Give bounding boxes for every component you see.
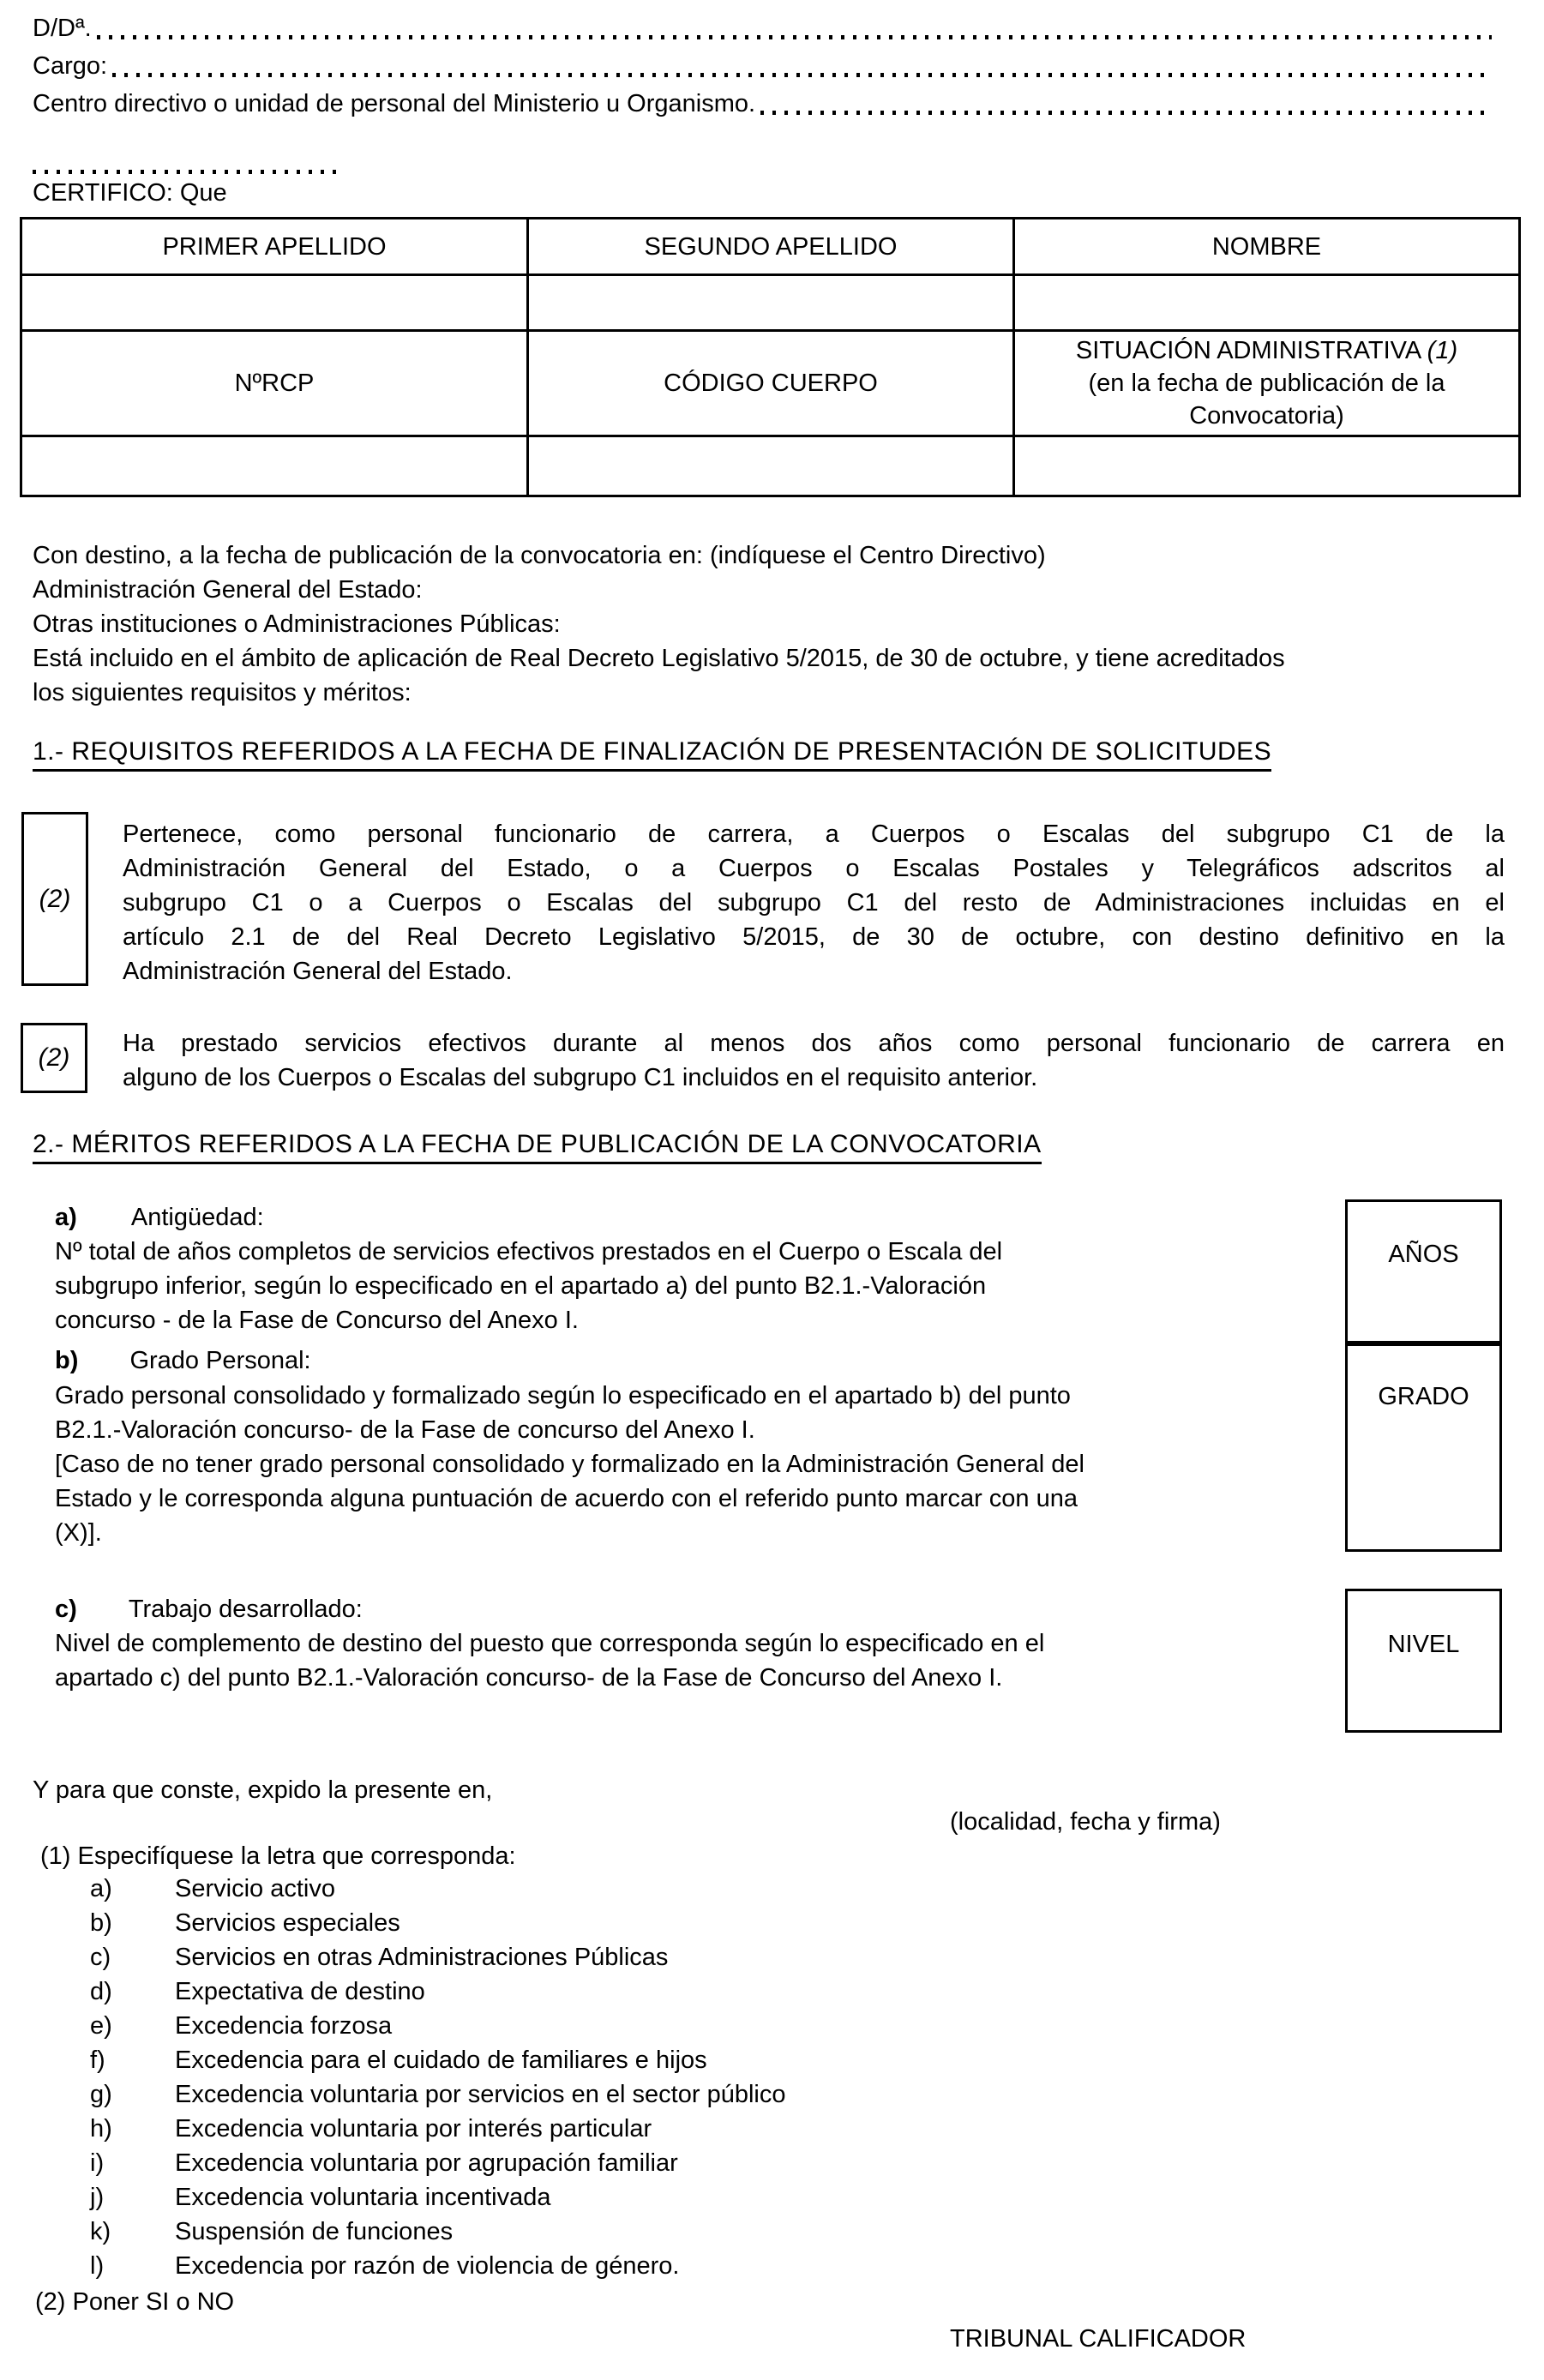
list-item	[90, 1974, 785, 2009]
list-item	[90, 1940, 785, 1974]
text-line: Nivel de complemento de destino del puesto que corresponda según lo especificado en el	[55, 1630, 1045, 1657]
list-item	[90, 1872, 785, 1906]
tribunal-calificador-heading: TRIBUNAL CALIFICADOR	[950, 2325, 1247, 2353]
personal-data-table	[20, 217, 1521, 497]
text-line: subgrupo C1 o a Cuerpos o Escalas del subgrupo C1 del resto de Administraciones incluidas en el	[123, 889, 1505, 917]
merit-b-text	[55, 1379, 1084, 1550]
list-item-letter: g)	[90, 2081, 112, 2108]
list-item-letter: j)	[90, 2184, 105, 2211]
dotted-leader	[33, 170, 339, 174]
dotted-leader	[760, 111, 1492, 115]
text-line: Pertenece, como personal funcionario de carrera, a Cuerpos o Escalas del subgrupo C1 de la	[123, 820, 1505, 848]
text-line: Está incluido en el ámbito de aplicación de Real Decreto Legislativo 5/2015, de 30 de octubre, y tiene acreditados	[33, 645, 1285, 672]
administrative-situations-list	[90, 1872, 785, 2283]
header-line-dda	[33, 11, 1492, 45]
anos-value-box	[1345, 1199, 1502, 1343]
list-item-text: Servicios en otras Administraciones Públicas	[175, 1944, 669, 1971]
cell-situacion-value	[1015, 437, 1518, 495]
cell-codigo-cuerpo-value	[529, 437, 1015, 495]
list-item	[90, 2043, 785, 2077]
merit-b-header	[55, 1343, 311, 1378]
section1-heading-wrap	[33, 737, 1271, 766]
merit-c-title: Trabajo desarrollado:	[128, 1596, 363, 1623]
th-nombre: NOMBRE	[1015, 219, 1518, 276]
merit-b-letter: b)	[55, 1347, 79, 1374]
merit-c-header	[55, 1592, 363, 1626]
text-line: (X)].	[55, 1519, 102, 1547]
th-segundo-apellido: SEGUNDO APELLIDO	[529, 219, 1015, 276]
cell-nrcp-value	[22, 437, 529, 495]
requirement2-marker: (2)	[38, 1043, 70, 1072]
text-line: alguno de los Cuerpos o Escalas del subgrupo C1 incluidos en el requisito anterior.	[123, 1064, 1038, 1091]
list-item-text: Excedencia forzosa	[175, 2012, 393, 2040]
list-item	[90, 2077, 785, 2112]
centro-directivo-label: Centro directivo o unidad de personal del Ministerio u Organismo.	[33, 90, 756, 117]
requirement2-marker-box	[21, 1023, 87, 1093]
list-item-letter: a)	[90, 1875, 112, 1902]
situacion-label: SITUACIÓN ADMINISTRATIVA	[1075, 337, 1427, 364]
section2-heading-wrap	[33, 1130, 1042, 1159]
th-primer-apellido: PRIMER APELLIDO	[22, 219, 529, 276]
cell-primer-apellido-value	[22, 276, 529, 332]
th-situacion-administrativa	[1015, 332, 1518, 437]
section1-heading: 1.- REQUISITOS REFERIDOS A LA FECHA DE FINALIZACIÓN DE PRESENTACIÓN DE SOLICITUDES	[33, 737, 1271, 772]
list-item-text: Suspensión de funciones	[175, 2218, 454, 2245]
text-line: Estado y le corresponda alguna puntuación de acuerdo con el referido punto marcar con una	[55, 1485, 1078, 1512]
cell-segundo-apellido-value	[529, 276, 1015, 332]
text-line: Administración General del Estado.	[123, 958, 513, 985]
text-line: Ha prestado servicios efectivos durante al menos dos años como personal funcionario de carrera en	[123, 1030, 1505, 1057]
requirement1-text	[123, 817, 1505, 989]
nivel-value-box	[1345, 1589, 1502, 1733]
th-nrcp: NºRCP	[22, 332, 529, 437]
requirement1-marker: (2)	[39, 884, 71, 913]
list-item-letter: i)	[90, 2149, 105, 2177]
text-line: apartado c) del punto B2.1.-Valoración concurso- de la Fase de Concurso del Anexo I.	[55, 1664, 1003, 1692]
cargo-label: Cargo:	[33, 52, 108, 80]
text-line: subgrupo inferior, según lo especificado en el apartado a) del punto B2.1.-Valoración	[55, 1272, 987, 1300]
footnote-1-title: (1) Especifíquese la letra que corresponda:	[40, 1842, 516, 1870]
dda-label: D/Dª.	[33, 15, 92, 42]
list-item-letter: c)	[90, 1944, 111, 1971]
list-item-text: Excedencia para el cuidado de familiares e hijos	[175, 2046, 707, 2074]
situacion-sub-label: (en la fecha de publicación de la Convocatoria)	[1088, 370, 1445, 430]
list-item-text: Expectativa de destino	[175, 1978, 425, 2005]
list-item	[90, 2112, 785, 2146]
th-codigo-cuerpo: CÓDIGO CUERPO	[529, 332, 1015, 437]
situacion-administrativa-line	[1076, 334, 1457, 367]
merit-b-title: Grado Personal:	[129, 1347, 311, 1374]
text-line: concurso - de la Fase de Concurso del Anexo I.	[55, 1307, 579, 1334]
merit-a-title: Antigüedad:	[130, 1204, 264, 1231]
text-line: Con destino, a la fecha de publicación de la convocatoria en: (indíquese el Centro Directivo)	[33, 542, 1046, 569]
grado-box-label: GRADO	[1378, 1383, 1469, 1410]
merit-c-letter: c)	[55, 1596, 77, 1623]
list-item	[90, 2249, 785, 2283]
list-item-letter: e)	[90, 2012, 112, 2040]
grado-value-box	[1345, 1343, 1502, 1552]
cell-nombre-value	[1015, 276, 1518, 332]
text-line: Otras instituciones o Administraciones Públicas:	[33, 610, 561, 638]
merit-c-text	[55, 1626, 1044, 1695]
footnote-2: (2) Poner SI o NO	[35, 2288, 235, 2316]
list-item	[90, 2009, 785, 2043]
list-item-text: Servicio activo	[175, 1875, 335, 1902]
nivel-box-label: NIVEL	[1387, 1631, 1460, 1658]
merit-a-text	[55, 1235, 1002, 1337]
header-line-centro	[33, 87, 1492, 121]
list-item-text: Excedencia voluntaria por agrupación familiar	[175, 2149, 678, 2177]
list-item	[90, 2146, 785, 2180]
merit-a-letter: a)	[55, 1204, 77, 1231]
list-item-text: Servicios especiales	[175, 1909, 400, 1937]
header-line-continuation	[33, 146, 1492, 180]
text-line: artículo 2.1 de del Real Decreto Legislativo 5/2015, de 30 de octubre, con destino definitivo en la	[123, 923, 1505, 951]
dotted-leader	[112, 73, 1492, 77]
list-item	[90, 1906, 785, 1940]
requirement1-marker-box	[21, 812, 88, 986]
text-line: Nº total de años completos de servicios efectivos prestados en el Cuerpo o Escala del	[55, 1238, 1003, 1265]
list-item-letter: b)	[90, 1909, 112, 1937]
list-item	[90, 2215, 785, 2249]
locality-date-signature-note: (localidad, fecha y firma)	[950, 1808, 1221, 1836]
merit-a-header	[55, 1200, 264, 1235]
list-item-letter: d)	[90, 1978, 112, 2005]
requirement2-text	[123, 1026, 1505, 1095]
dotted-leader	[97, 35, 1492, 39]
list-item-text: Excedencia voluntaria por interés particular	[175, 2115, 652, 2143]
list-item-text: Excedencia por razón de violencia de género.	[175, 2252, 680, 2280]
situacion-ref-1: (1)	[1427, 337, 1458, 364]
text-line: [Caso de no tener grado personal consolidado y formalizado en la Administración General del	[55, 1451, 1084, 1478]
intro-paragraph	[33, 538, 1285, 710]
list-item-text: Excedencia voluntaria incentivada	[175, 2184, 551, 2211]
list-item-letter: f)	[90, 2046, 105, 2074]
list-item-letter: k)	[90, 2218, 111, 2245]
list-item-text: Excedencia voluntaria por servicios en el sector público	[175, 2081, 786, 2108]
text-line: B2.1.-Valoración concurso- de la Fase de concurso del Anexo I.	[55, 1416, 755, 1444]
section2-heading: 2.- MÉRITOS REFERIDOS A LA FECHA DE PUBLICACIÓN DE LA CONVOCATORIA	[33, 1130, 1042, 1164]
closing-line: Y para que conste, expido la presente en,	[33, 1776, 493, 1804]
text-line: Administración General del Estado, o a Cuerpos o Escalas Postales y Telegráficos adscritos al	[123, 855, 1505, 882]
header-line-cargo	[33, 49, 1492, 83]
text-line: los siguientes requisitos y méritos:	[33, 679, 412, 706]
anos-box-label: AÑOS	[1388, 1241, 1459, 1268]
list-item	[90, 2180, 785, 2215]
certifico-heading: CERTIFICO: Que	[33, 179, 227, 207]
text-line: Grado personal consolidado y formalizado según lo especificado en el apartado b) del punto	[55, 1382, 1071, 1409]
list-item-letter: l)	[90, 2252, 105, 2280]
list-item-letter: h)	[90, 2115, 112, 2143]
text-line: Administración General del Estado:	[33, 576, 423, 604]
